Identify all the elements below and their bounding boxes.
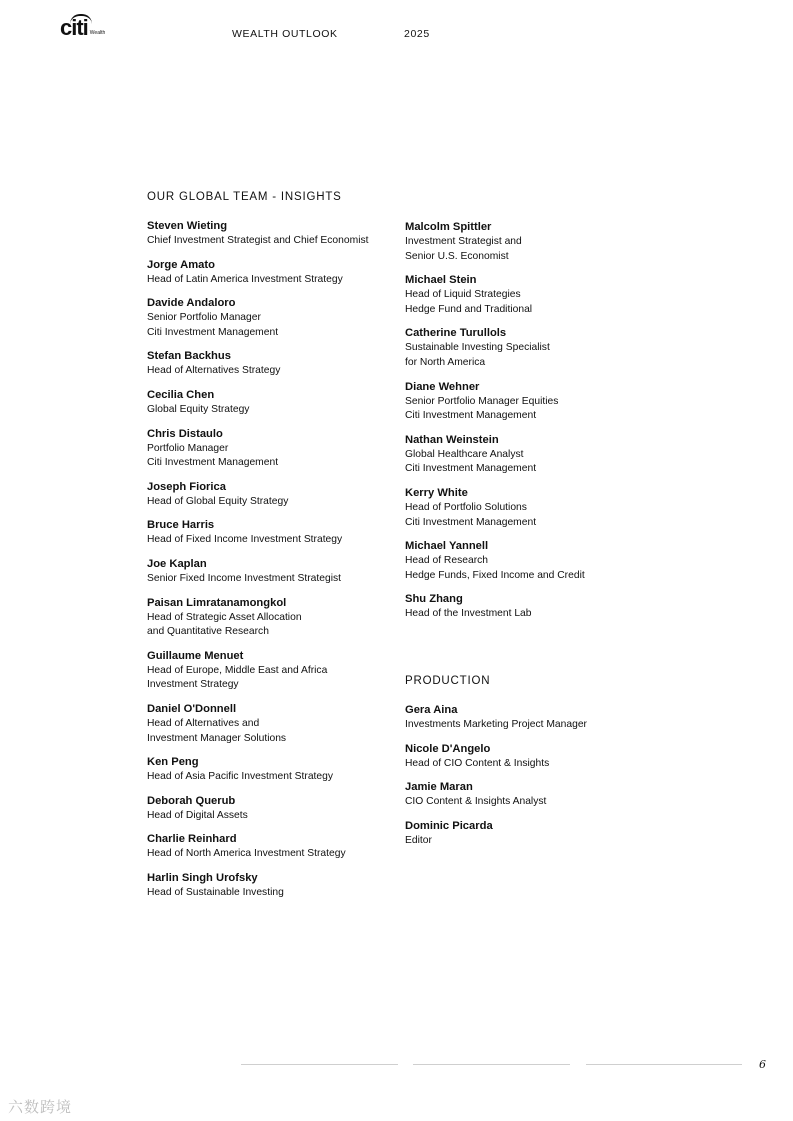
- member-role: CIO Content & Insights Analyst: [405, 796, 547, 808]
- team-member: [147, 871, 397, 901]
- member-name: Paisan Limratanamongkol: [147, 596, 287, 609]
- member-name: Michael Yannell: [405, 540, 489, 553]
- citi-arc-icon: [70, 14, 92, 24]
- member-name: Catherine Turullols: [405, 327, 507, 340]
- member-name: Joseph Fiorica: [147, 480, 226, 493]
- team-member: [147, 649, 397, 693]
- team-member: [147, 832, 397, 862]
- watermark: 六数跨境: [8, 1099, 73, 1116]
- member-name: Dominic Picarda: [405, 819, 493, 832]
- member-role: Head of Alternatives and: [147, 717, 260, 729]
- member-role: Head of Latin America Investment Strategy: [147, 273, 343, 285]
- page-number: 6: [759, 1058, 766, 1071]
- member-role: Head of Digital Assets: [147, 809, 248, 821]
- member-role: Head of Portfolio Solutions: [405, 501, 527, 513]
- member-role: Portfolio Manager: [147, 442, 229, 454]
- publication-title: WEALTH OUTLOOK: [232, 28, 338, 40]
- member-role: Citi Investment Management: [147, 457, 279, 469]
- member-name: Kerry White: [405, 486, 468, 499]
- member-name: Nicole D'Angelo: [405, 742, 491, 755]
- member-role: Head of Europe, Middle East and Africa: [147, 664, 328, 676]
- member-role: Head of Fixed Income Investment Strategy: [147, 534, 343, 546]
- footer-divider: [413, 1064, 570, 1065]
- team-member: [405, 539, 655, 583]
- member-name: Daniel O'Donnell: [147, 702, 237, 715]
- member-name: Malcolm Spittler: [405, 221, 492, 233]
- member-name: Harlin Singh Urofsky: [147, 871, 258, 884]
- member-name: Diane Wehner: [405, 380, 480, 393]
- member-role: Head of Liquid Strategies: [405, 289, 521, 301]
- team-member: [405, 742, 655, 772]
- member-name: Davide Andaloro: [147, 297, 236, 310]
- member-role: Head of Alternatives Strategy: [147, 365, 281, 377]
- member-role: Citi Investment Management: [405, 516, 537, 528]
- team-member: [405, 780, 655, 810]
- member-role: Head of Global Equity Strategy: [147, 495, 289, 507]
- member-name: Bruce Harris: [147, 519, 215, 532]
- team-member: [147, 388, 397, 418]
- member-name: Shu Zhang: [405, 593, 463, 606]
- member-name: Cecilia Chen: [147, 388, 215, 401]
- member-role: Investments Marketing Project Manager: [405, 719, 587, 730]
- member-name: Gera Aina: [405, 704, 458, 716]
- member-name: Joe Kaplan: [147, 557, 207, 570]
- team-member: [147, 219, 397, 249]
- production-list: [405, 703, 655, 857]
- logo-subtext: Wealth: [89, 30, 106, 36]
- team-member: [147, 296, 397, 340]
- member-name: Chris Distaulo: [147, 427, 223, 440]
- team-member: [405, 486, 655, 530]
- member-role: Sustainable Investing Specialist: [405, 342, 550, 354]
- team-member: [147, 349, 397, 379]
- member-role: Senior Fixed Income Investment Strategist: [147, 572, 342, 584]
- global-team-title: OUR GLOBAL TEAM - INSIGHTS: [147, 191, 342, 203]
- member-role: Editor: [405, 834, 432, 846]
- publication-year: 2025: [404, 28, 430, 40]
- team-member: [147, 596, 397, 640]
- member-role: Head of the Investment Lab: [405, 608, 532, 620]
- member-name: Guillaume Menuet: [147, 649, 244, 662]
- member-role: Hedge Funds, Fixed Income and Credit: [405, 569, 585, 581]
- member-name: Deborah Querub: [147, 794, 236, 807]
- footer-divider: [586, 1064, 742, 1065]
- member-role: and Quantitative Research: [147, 626, 269, 638]
- member-role: Head of Asia Pacific Investment Strategy: [147, 771, 334, 783]
- member-name: Steven Wieting: [147, 220, 228, 232]
- member-role: Citi Investment Management: [405, 410, 537, 422]
- member-role: Head of Research: [405, 555, 488, 567]
- footer-divider: [241, 1064, 398, 1065]
- member-role: Hedge Fund and Traditional: [405, 303, 533, 315]
- logo-text: citi: [60, 15, 88, 40]
- team-member: [147, 755, 397, 785]
- member-role: for North America: [405, 356, 486, 368]
- team-member: [147, 702, 397, 746]
- member-role: Global Healthcare Analyst: [405, 448, 524, 460]
- member-role: Citi Investment Management: [405, 463, 537, 475]
- team-member: [147, 518, 397, 548]
- team-member: [405, 326, 655, 370]
- member-role: Head of CIO Content & Insights: [405, 757, 550, 769]
- team-member: [405, 592, 655, 622]
- member-role: Investment Strategy: [147, 679, 239, 691]
- member-name: Nathan Weinstein: [405, 433, 499, 446]
- team-member: [147, 557, 397, 587]
- team-member: [405, 703, 655, 733]
- member-role: Head of Strategic Asset Allocation: [147, 611, 302, 623]
- member-role: Head of Sustainable Investing: [147, 886, 284, 898]
- member-role: Chief Investment Strategist and Chief Economist: [147, 235, 369, 246]
- member-role: Senior Portfolio Manager: [147, 312, 261, 324]
- member-role: Investment Strategist and: [405, 236, 522, 247]
- team-member: [147, 480, 397, 510]
- production-title: PRODUCTION: [405, 675, 491, 687]
- team-member: [405, 273, 655, 317]
- member-role: Head of North America Investment Strategy: [147, 848, 346, 860]
- team-member: [405, 819, 655, 849]
- member-name: Stefan Backhus: [147, 350, 231, 363]
- team-column-right: [405, 220, 655, 631]
- member-role: Global Equity Strategy: [147, 403, 250, 415]
- team-member: [405, 380, 655, 424]
- team-member: [405, 433, 655, 477]
- member-name: Jorge Amato: [147, 258, 215, 271]
- citi-logo-mark: [60, 17, 88, 39]
- citi-wealth-logo: [60, 17, 105, 39]
- team-member: [147, 794, 397, 824]
- member-role: Investment Manager Solutions: [147, 732, 287, 744]
- member-role: Senior U.S. Economist: [405, 250, 509, 262]
- team-member: [147, 258, 397, 288]
- member-role: Citi Investment Management: [147, 326, 279, 338]
- member-name: Jamie Maran: [405, 781, 473, 794]
- team-member: [147, 427, 397, 471]
- member-name: Michael Stein: [405, 274, 477, 287]
- member-role: Senior Portfolio Manager Equities: [405, 395, 559, 407]
- member-name: Charlie Reinhard: [147, 833, 237, 846]
- team-member: [405, 220, 655, 264]
- team-column-left: [147, 219, 397, 909]
- member-name: Ken Peng: [147, 756, 199, 769]
